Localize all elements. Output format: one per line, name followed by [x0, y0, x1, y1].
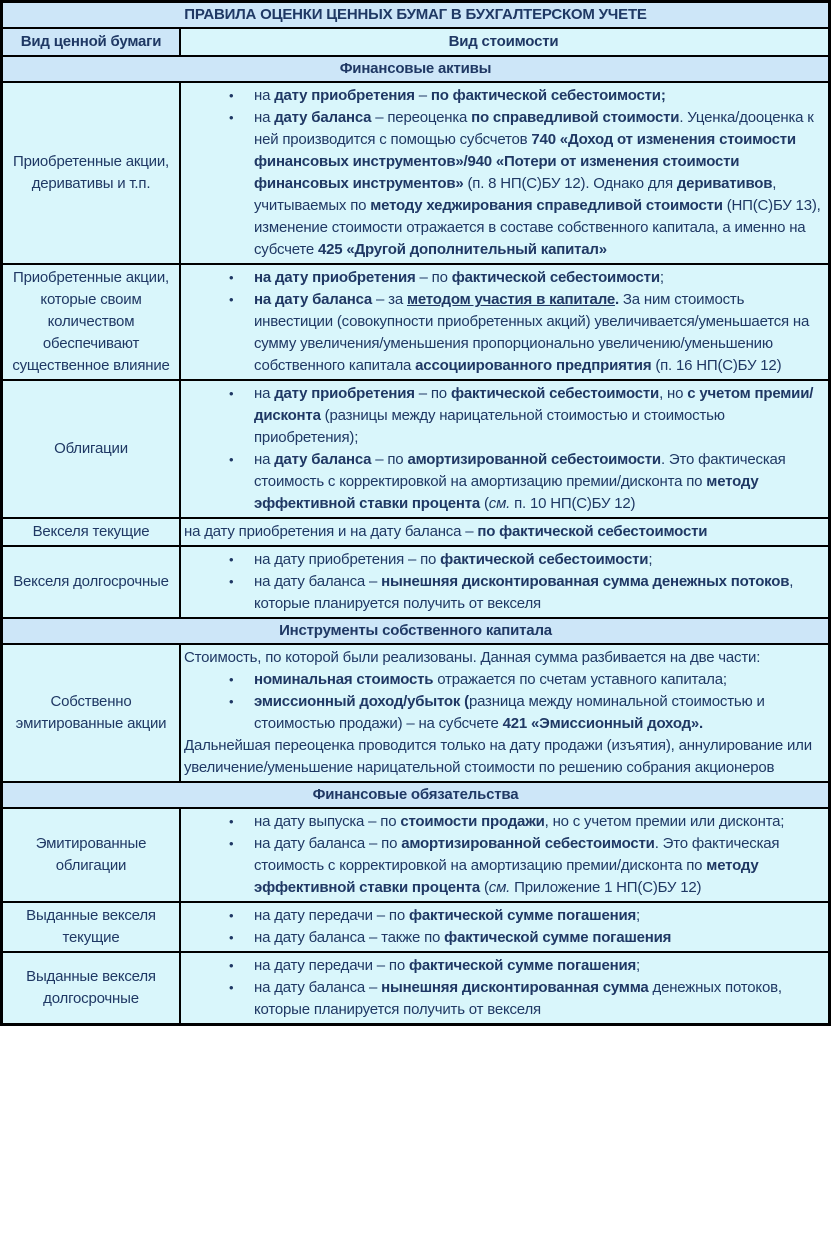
valuation-cell	[181, 83, 828, 263]
text-segment: .	[614, 291, 619, 308]
text-segment: . Это фактическая стоимость с корректировкой на амортизацию премии/дисконта по	[254, 835, 780, 874]
text-segment: фактической сумме погашения	[444, 929, 672, 946]
text-segment: (НП(С)БУ 13), изменение стоимости отражается в составе собственного капитала, а именно на субсчете	[254, 197, 821, 258]
text-segment: – по	[415, 269, 452, 286]
valuation-cell	[181, 381, 828, 517]
text-segment: п. 10 НП(С)БУ 12)	[510, 495, 636, 512]
bullet-item	[184, 955, 823, 977]
valuation-cell	[181, 519, 828, 545]
valuation-cell	[181, 953, 828, 1023]
text-segment: – по	[414, 385, 451, 402]
bullet-icon: •	[229, 836, 234, 851]
text-segment: денежных потоков, которые планируется получить от векселя	[254, 979, 782, 1018]
text-segment: на дату баланса – по	[254, 835, 402, 852]
text-segment: . Это фактическая стоимость с корректировкой на амортизацию премии/дисконта по	[254, 451, 786, 490]
text-segment: амортизированной себестоимости	[407, 451, 661, 468]
text-segment: – переоценка	[371, 109, 472, 126]
bullet-item	[184, 383, 823, 449]
security-type-cell	[3, 547, 181, 617]
text-segment: (	[480, 879, 489, 896]
security-type-label: Выданные векселя текущие	[26, 907, 156, 946]
text-segment: –	[414, 87, 431, 104]
text-segment: на дату передачи – по	[254, 907, 409, 924]
text-segment: , учитываемых по	[254, 175, 777, 214]
text-segment: методу эффективной ставки процента	[254, 473, 759, 512]
text-segment: см.	[488, 495, 511, 512]
text-segment: (	[480, 495, 489, 512]
table-row	[3, 81, 828, 263]
bullet-item	[184, 571, 823, 615]
bullet-icon: •	[229, 552, 234, 567]
text-segment: , которые планируется получить от векселя	[254, 573, 794, 612]
text-segment: фактической сумме погашения	[408, 957, 637, 974]
text-segment: фактической сумме погашения	[408, 907, 637, 924]
text-segment: методом участия в капитале	[406, 291, 615, 308]
text-segment: деривативов	[676, 175, 773, 192]
text-segment: амортизированной себестоимости	[401, 835, 655, 852]
table-row	[3, 545, 828, 617]
text-segment: нынешняя дисконтированная сумма	[381, 979, 649, 996]
bullet-icon: •	[229, 270, 234, 285]
bullet-item	[184, 85, 823, 107]
section-header-row	[3, 617, 828, 643]
table-row	[3, 379, 828, 517]
text-segment: (п. 8 НП(С)БУ 12). Однако для	[463, 175, 677, 192]
table-row	[3, 901, 828, 951]
text-segment: – по	[371, 451, 408, 468]
text-segment: дату приобретения	[274, 87, 415, 104]
text-segment: на	[254, 109, 275, 126]
bullet-icon: •	[229, 292, 234, 307]
security-type-cell	[3, 645, 181, 781]
text-segment: ;	[659, 269, 664, 286]
bullet-item	[184, 833, 823, 899]
text-segment: дату баланса	[274, 109, 372, 126]
table-row	[3, 951, 828, 1023]
text-segment: на дату баланса –	[254, 979, 382, 996]
text-segment: номинальная стоимость	[254, 671, 434, 688]
text-segment: фактической себестоимости	[450, 385, 660, 402]
bullet-item	[184, 669, 823, 691]
bullet-item	[184, 289, 823, 377]
bullet-icon: •	[229, 980, 234, 995]
bullet-icon: •	[229, 930, 234, 945]
text-segment: Приложение 1 НП(С)БУ 12)	[510, 879, 702, 896]
text-segment: Дальнейшая переоценка проводится только на дату продажи (изъятия), аннулирование или увеличение/уменьшение нарицательной стоимости по решению собрания акционеров	[184, 737, 812, 776]
text-segment: дату приобретения	[274, 385, 415, 402]
text-segment: отражается по счетам уставного капитала;	[433, 671, 727, 688]
section-header-row	[3, 781, 828, 807]
bullet-icon: •	[229, 694, 234, 709]
text-segment: нынешняя дисконтированная сумма денежных потоков	[381, 573, 790, 590]
security-type-label: Приобретенные акции, которые своим количеством обеспечивают существенное влияние	[12, 269, 170, 374]
text-segment: . Уценка/дооценка к ней производится с помощью субсчетов	[254, 109, 814, 148]
valuation-cell	[181, 547, 828, 617]
table-row	[3, 517, 828, 545]
text-segment: ;	[648, 551, 653, 568]
security-type-label: Векселя долгосрочные	[13, 573, 169, 590]
text-segment: 425 «Другой дополнительный капитал»	[318, 241, 607, 258]
security-type-cell	[3, 903, 181, 951]
text-segment: (разницы между нарицательной стоимостью и стоимостью приобретения);	[254, 407, 725, 446]
text-segment: на дату выпуска – по	[254, 813, 401, 830]
text-segment: на дату приобретения	[254, 269, 416, 286]
paragraph	[184, 647, 823, 669]
text-segment: 740 «Доход от изменения стоимости финансовых инструментов»/940 «Потери от изменения стоимости финансовых инструментов»	[254, 131, 796, 192]
text-segment: разница между номинальной стоимостью и стоимостью продажи) – на субсчете	[254, 693, 765, 732]
bullet-icon: •	[229, 110, 234, 125]
text-segment: фактической себестоимости	[440, 551, 649, 568]
security-type-label: Эмитированные облигации	[35, 835, 147, 874]
text-segment: на	[254, 385, 275, 402]
bullet-item	[184, 691, 823, 735]
bullet-item	[184, 927, 823, 949]
text-segment: (п. 16 НП(С)БУ 12)	[651, 357, 782, 374]
security-type-label: Выданные векселя долгосрочные	[26, 968, 156, 1007]
security-type-label: Векселя текущие	[32, 523, 150, 540]
security-type-cell	[3, 953, 181, 1023]
security-type-cell	[3, 809, 181, 901]
valuation-cell	[181, 265, 828, 379]
valuation-cell	[181, 903, 828, 951]
bullet-icon: •	[229, 452, 234, 467]
text-segment: на дату баланса – также по	[254, 929, 445, 946]
bullet-item	[184, 267, 823, 289]
bullet-item	[184, 977, 823, 1021]
text-segment: фактической себестоимости	[451, 269, 660, 286]
text-segment: по справедливой стоимости	[471, 109, 680, 126]
security-type-label: Собственно эмитированные акции	[15, 693, 167, 732]
security-type-cell	[3, 519, 181, 545]
table-row	[3, 643, 828, 781]
security-type-cell	[3, 381, 181, 517]
table-row	[3, 807, 828, 901]
bullet-icon: •	[229, 908, 234, 923]
paragraph	[184, 735, 823, 779]
text-segment: по фактической себестоимости;	[430, 87, 666, 104]
table-row	[3, 263, 828, 379]
section-header-financial-liabilities: Финансовые обязательства	[312, 786, 519, 803]
text-segment: см.	[488, 879, 511, 896]
title-row	[3, 3, 828, 27]
text-segment: эмиссионный доход/убыток (	[254, 693, 469, 710]
text-segment: методу эффективной ставки процента	[254, 857, 759, 896]
text-segment: ассоциированного предприятия	[415, 357, 652, 374]
text-segment: на дату баланса	[254, 291, 373, 308]
text-segment: , но с учетом премии или дисконта;	[544, 813, 785, 830]
section-header-financial-assets: Финансовые активы	[339, 60, 492, 77]
security-type-label: Приобретенные акции, деривативы и т.п.	[13, 153, 169, 192]
page-title: ПРАВИЛА ОЦЕНКИ ЦЕННЫХ БУМАГ В БУХГАЛТЕРСКОМ УЧЕТЕ	[184, 6, 647, 23]
column-header-row	[3, 27, 828, 55]
text-segment: – за	[372, 291, 407, 308]
text-segment: За ним стоимость инвестиции (совокупности приобретенных акций) увеличивается/уменьшается на сумму увеличения/уменьшения пропорционально увеличению/уменьшению собственного капитала	[254, 291, 810, 374]
text-segment: по фактической себестоимости	[477, 523, 708, 540]
text-segment: , но	[659, 385, 688, 402]
text-segment: на	[254, 87, 275, 104]
bullet-icon: •	[229, 672, 234, 687]
security-type-label: Облигации	[54, 440, 128, 457]
bullet-icon: •	[229, 958, 234, 973]
text-segment: методу хеджирования справедливой стоимости	[370, 197, 723, 214]
column-header-security-type: Вид ценной бумаги	[3, 29, 181, 55]
valuation-cell	[181, 809, 828, 901]
bullet-icon: •	[229, 814, 234, 829]
column-header-valuation: Вид стоимости	[181, 29, 828, 55]
text-segment: с учетом премии/дисконта	[254, 385, 814, 424]
text-segment: ;	[636, 957, 640, 974]
section-header-row	[3, 55, 828, 81]
bullet-icon: •	[229, 88, 234, 103]
text-segment: на дату приобретения – по	[254, 551, 441, 568]
bullet-item	[184, 811, 823, 833]
bullet-item	[184, 905, 823, 927]
text-segment: на дату баланса –	[254, 573, 382, 590]
bullet-icon: •	[229, 386, 234, 401]
text-segment: на	[254, 451, 275, 468]
security-type-cell	[3, 83, 181, 263]
security-type-cell	[3, 265, 181, 379]
text-segment: стоимости продажи	[400, 813, 545, 830]
valuation-cell	[181, 645, 828, 781]
bullet-icon: •	[229, 574, 234, 589]
bullet-item	[184, 107, 823, 261]
text-segment: Стоимость, по которой были реализованы. Данная сумма разбивается на две части:	[184, 649, 761, 666]
text-segment: на дату приобретения и на дату баланса –	[184, 523, 478, 540]
text-segment: 421 «Эмиссионный доход».	[502, 715, 704, 732]
section-header-equity-instruments: Инструменты собственного капитала	[279, 622, 552, 639]
text-segment: на дату передачи – по	[254, 957, 409, 974]
bullet-item	[184, 549, 823, 571]
text-segment: дату баланса	[274, 451, 372, 468]
text-segment: ;	[636, 907, 640, 924]
paragraph	[184, 521, 823, 543]
bullet-item	[184, 449, 823, 515]
